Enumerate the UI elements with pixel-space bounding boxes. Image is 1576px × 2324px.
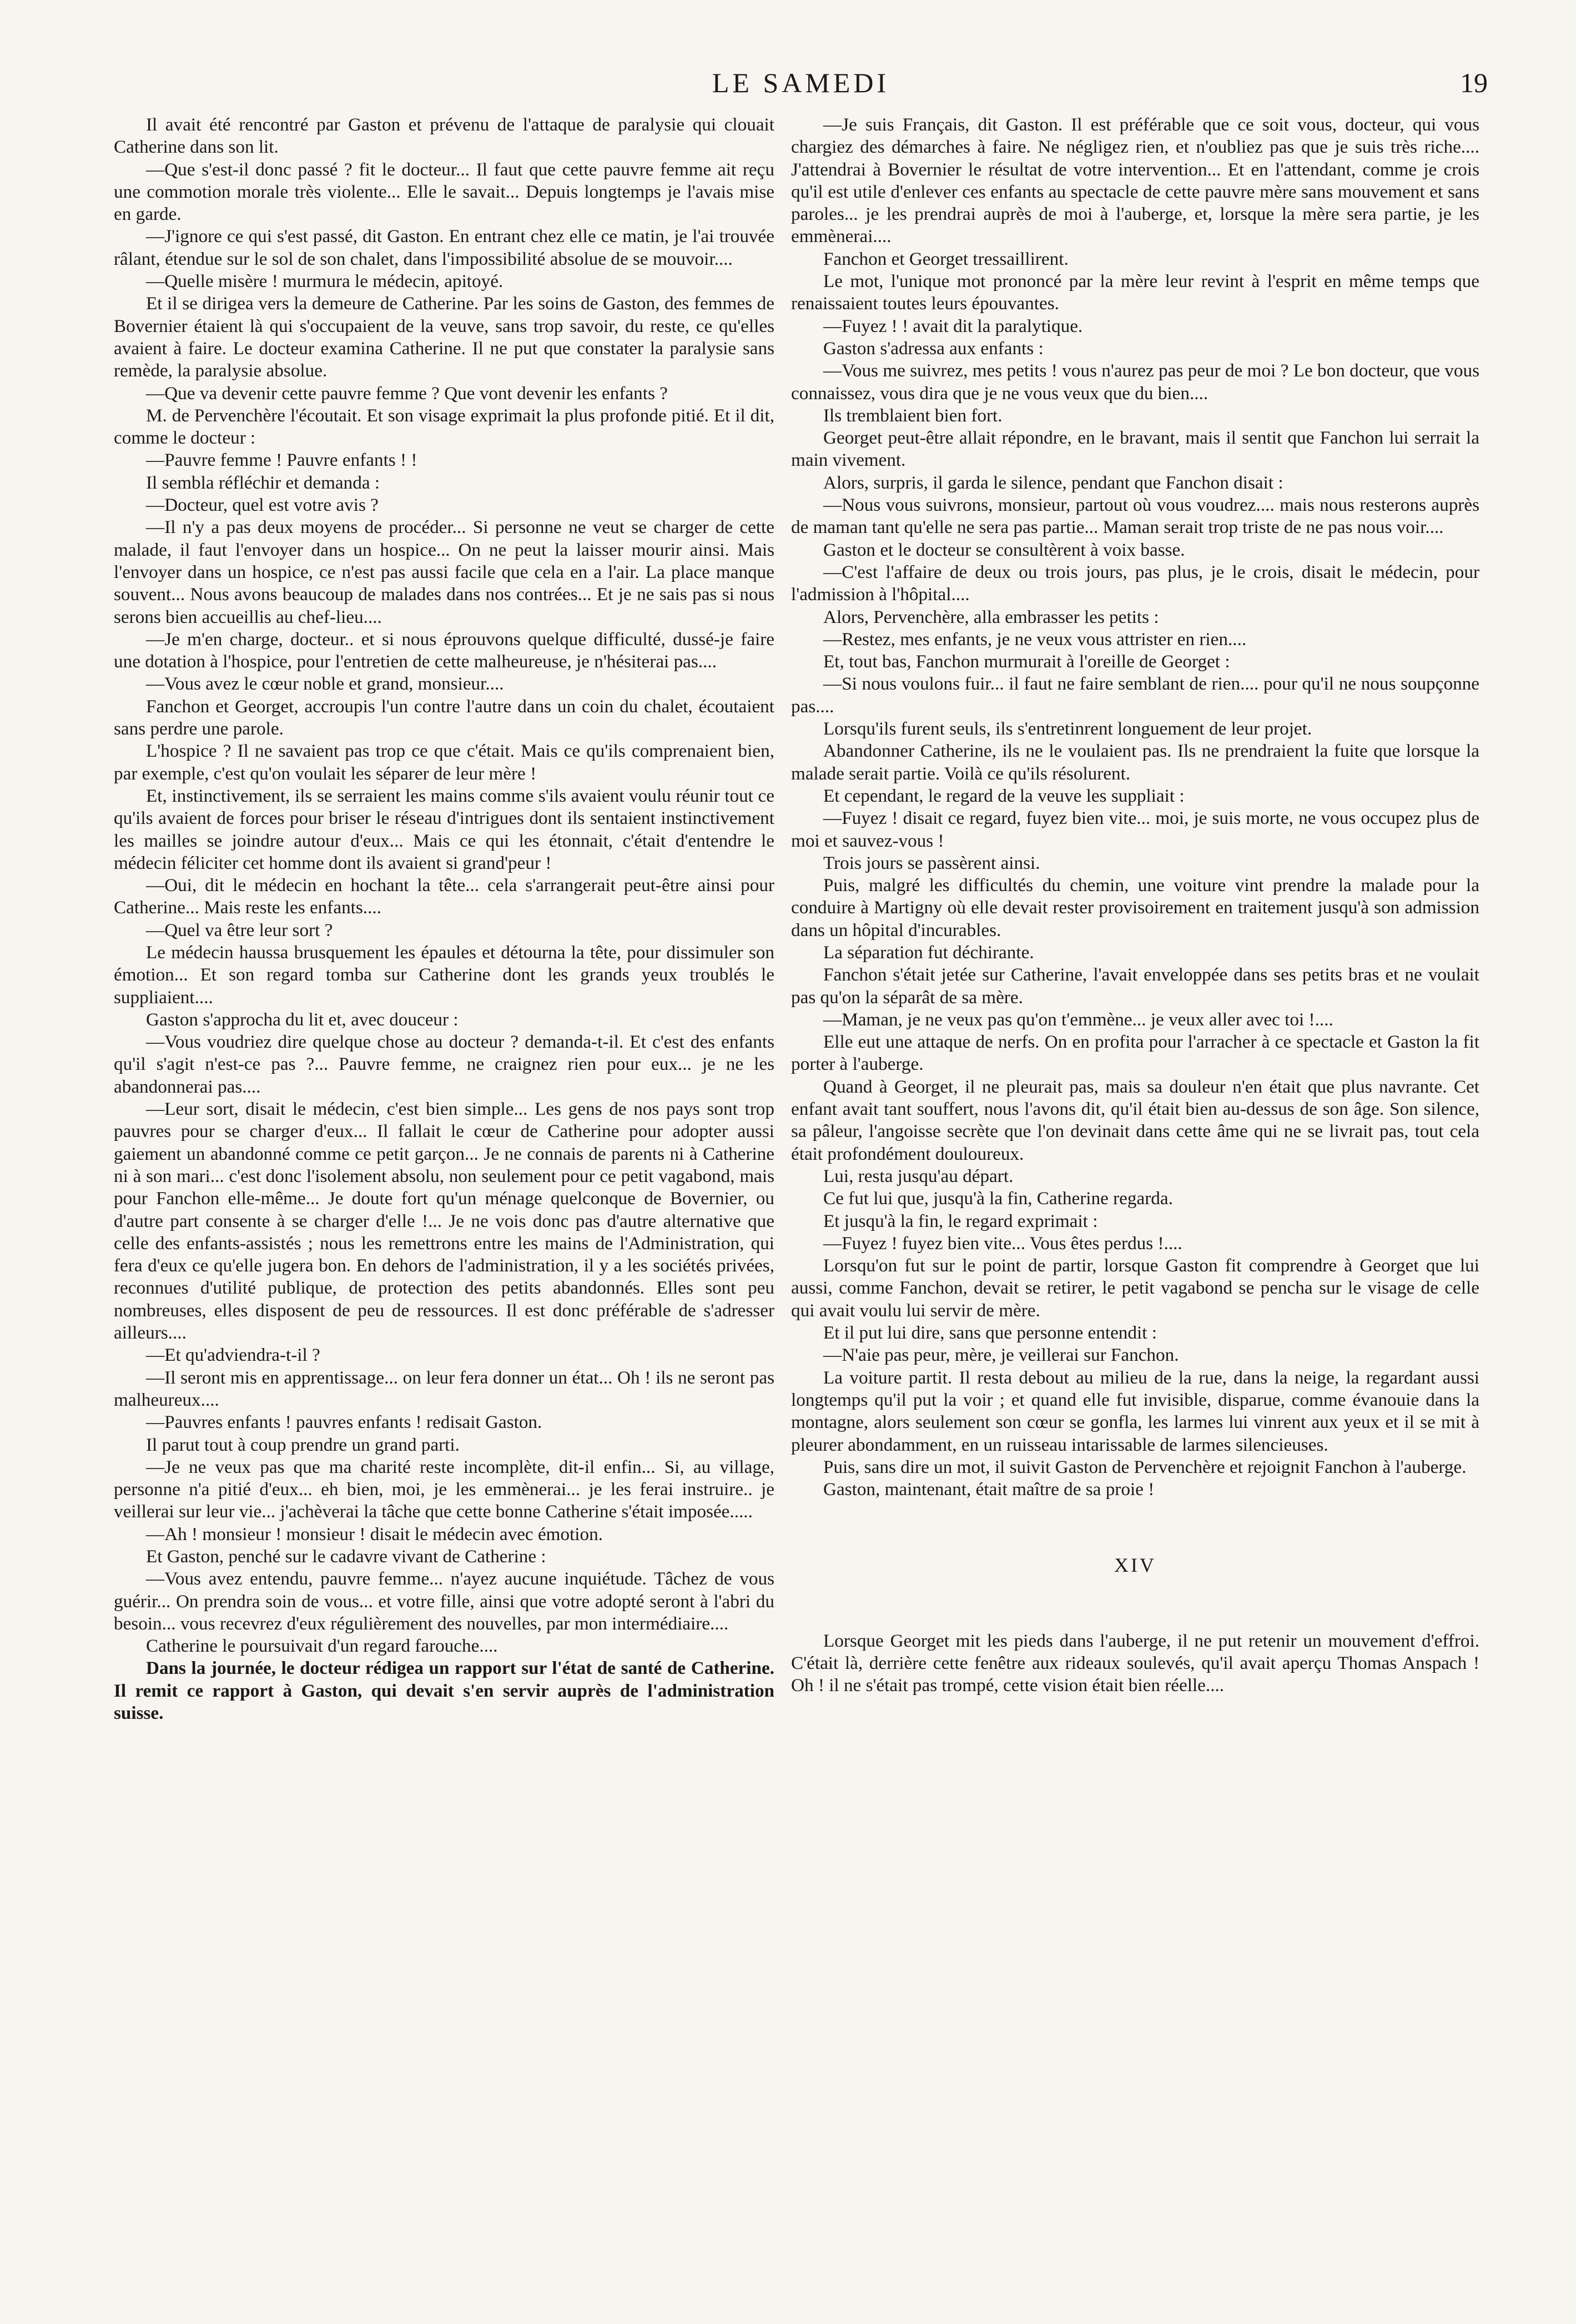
paragraph: —Que s'est-il donc passé ? fit le docteur... Il faut que cette pauvre femme ait reçu une commotion morale très violente... Elle le savait... Depuis longtemps je l'avais mise en garde. (114, 159, 774, 225)
paragraph: Fanchon s'était jetée sur Catherine, l'avait enveloppée dans ses petits bras et ne voulait pas qu'on la séparât de sa mère. (791, 964, 1479, 1008)
paragraph: Lorsque Georget mit les pieds dans l'auberge, il ne put retenir un mouvement d'effroi. C'était là, derrière cette fenêtre aux rideaux soulevés, qu'il avait aperçu Thomas Anspach ! Oh ! il ne s'était pas trompé, cette vision était bien réelle.... (791, 1630, 1479, 1696)
paragraph: Puis, malgré les difficultés du chemin, une voiture vint prendre la malade pour la conduire à Martigny où elle devait rester provisoirement en traitement jusqu'à son admission dans un hôpital d'incurables. (791, 875, 1479, 940)
paragraph: —Si nous voulons fuir... il faut ne faire semblant de rien.... pour qu'il ne nous soupçonne pas.... (791, 673, 1479, 717)
paragraph: M. de Pervenchère l'écoutait. Et son visage exprimait la plus profonde pitié. Et il dit, comme le docteur : (114, 405, 774, 449)
paragraph: Quand à Georget, il ne pleurait pas, mais sa douleur n'en était que plus navrante. Cet enfant avait tant souffert, nous l'avons dit, qu'il était bien au-dessus de son âge. Son silence, sa pâleur, l'angoisse secrète que l'on devinait dans cette âme qui ne se livrait pas, tout cela était profondément douloureux. (791, 1076, 1479, 1164)
page-number: 19 (1460, 67, 1488, 98)
paragraph: Et, instinctivement, ils se serraient les mains comme s'ils avaient voulu réunir tout ce qu'ils avaient de forces pour briser le réseau d'intrigues dont ils sentaient instinctivement les mailles se joindre autour d'eux... Mais ce qui les étonnait, c'était d'entendre le médecin féliciter cet homme dont ils avaient si grand'peur ! (114, 785, 774, 873)
paragraph: Et il put lui dire, sans que personne entendit : (823, 1322, 1157, 1344)
paragraph: Georget peut-être allait répondre, en le bravant, mais il sentit que Fanchon lui serrait la main vivement. (791, 427, 1479, 471)
paragraph: —Ah ! monsieur ! monsieur ! disait le médecin avec émotion. (146, 1523, 603, 1545)
paragraph: —Je ne veux pas que ma charité reste incomplète, dit-il enfin... Si, au village, personne n'a pitié d'eux... eh bien, moi, je les emmènerai... je les ferai instruire.. je veillerai sur leur vie... j'achèverai la tâche que cette bonne Catherine s'était imposée..... (114, 1456, 774, 1522)
paragraph: Lui, resta jusqu'au départ. (823, 1165, 1014, 1186)
paragraph: Dans la journée, le docteur rédigea un rapport sur l'état de santé de Catherine. Il remit ce rapport à Gaston, qui devait s'en servir auprès de l'administration suisse. (114, 1658, 774, 1724)
paragraph: —Fuyez ! fuyez bien vite... Vous êtes perdus !.... (823, 1233, 1182, 1254)
paragraph: —J'ignore ce qui s'est passé, dit Gaston. En entrant chez elle ce matin, je l'ai trouvée râlant, étendue sur le sol de son chalet, dans l'impossibilité absolue de se mouvoir.... (114, 226, 774, 269)
right-column (791, 114, 1479, 1697)
paragraph: —Quelle misère ! murmura le médecin, apitoyé. (146, 271, 503, 292)
paragraph: Il avait été rencontré par Gaston et prévenu de l'attaque de paralysie qui clouait Catherine dans son lit. (114, 114, 774, 158)
paragraph: —Quel va être leur sort ? (146, 919, 333, 940)
paragraph: —Vous avez entendu, pauvre femme... n'ayez aucune inquiétude. Tâchez de vous guérir... On prendra soin de vous... et votre fille, ainsi que votre adopté seront à l'abri du besoin... vous recevrez d'eux régulièrement des nouvelles, par mon intermédiaire.... (114, 1568, 774, 1634)
paragraph: Lorsqu'ils furent seuls, ils s'entretinrent longuement de leur projet. (823, 718, 1312, 740)
paragraph: Il sembla réfléchir et demanda : (146, 472, 380, 493)
paragraph: Gaston s'approcha du lit et, avec douceur : (146, 1009, 459, 1030)
paragraph: Puis, sans dire un mot, il suivit Gaston de Pervenchère et rejoignit Fanchon à l'auberge. (823, 1456, 1467, 1477)
paragraph: —Vous voudriez dire quelque chose au docteur ? demanda-t-il. Et c'est des enfants qu'il s'agit n'est-ce pas ?... Pauvre femme, ne craignez rien pour eux... je ne les abandonnerai pas.... (114, 1032, 774, 1097)
paragraph: Et il se dirigea vers la demeure de Catherine. Par les soins de Gaston, des femmes de Bovernier étaient là qui s'occupaient de la veuve, sans trop savoir, du reste, ce qu'elles avaient à faire. Le docteur examina Catherine. Il ne put que constater la paralysie sans remède, la paralysie absolue. (114, 293, 774, 381)
paragraph: —Fuyez ! ! avait dit la paralytique. (823, 315, 1083, 336)
paragraph: Et cependant, le regard de la veuve les suppliait : (823, 785, 1185, 806)
page-header (114, 67, 1488, 105)
paragraph: —Pauvres enfants ! pauvres enfants ! redisait Gaston. (146, 1412, 542, 1433)
paragraph: —Pauvre femme ! Pauvre enfants ! ! (146, 450, 417, 471)
paragraph: —C'est l'affaire de deux ou trois jours, pas plus, je le crois, disait le médecin, pour l'admission à l'hôpital.... (791, 561, 1479, 605)
paragraph: —Il n'y a pas deux moyens de procéder... Si personne ne veut se charger de cette malade, il faut l'envoyer dans un hospice... On ne peut la laisser mourir ainsi. Mais l'envoyer dans un hospice, ce n'est pas aussi facile que cela en a l'air. La place manque souvent... Nous avons beaucoup de malades dans nos contrées... Et je ne sais pas si nous serons bien accueillis au chef-lieu.... (114, 517, 774, 627)
paragraph: —Maman, je ne veux pas qu'on t'emmène... je veux aller avec toi !.... (823, 1009, 1333, 1030)
paragraph: Gaston s'adressa aux enfants : (823, 338, 1044, 359)
paragraph: —N'aie pas peur, mère, je veillerai sur Fanchon. (823, 1345, 1179, 1366)
paragraph: Et, tout bas, Fanchon murmurait à l'oreille de Georget : (823, 651, 1230, 672)
left-column (114, 114, 774, 1724)
paragraph: —Je suis Français, dit Gaston. Il est préférable que ce soit vous, docteur, qui vous chargiez des démarches à faire. Ne négligez rien, et n'oubliez pas que je suis très riche.... J'attendrai à Bovernier le résultat de votre intervention... Et en l'attendant, comme je crois qu'il est utile d'enlever ces enfants au spectacle de cette pauvre mère sans mouvement et sans paroles... je les prendrai auprès de moi à l'auberge, et, lorsque la mère sera partie, je les emmènerai.... (791, 114, 1479, 247)
paragraph: Alors, surpris, il garda le silence, pendant que Fanchon disait : (823, 472, 1283, 493)
paragraph: —Leur sort, disait le médecin, c'est bien simple... Les gens de nos pays sont trop pauvres pour se charger d'eux... Il fallait le cœur de Catherine pour adopter aussi gaiement un abandonné comme ce petit garçon... Je ne connais de parents ni à Catherine ni à son mari... c'est donc l'isolement absolu, non seulement pour ce petit vagabond, mais pour Fanchon elle-même... Je doute fort qu'un ménage quelconque de Bovernier, ou d'autre part consente à se charger d'elle !... Je ne vois donc pas d'autre alternative que celle des enfants-assistés ; nous les remettrons entre les mains de l'Administration, qui fera d'eux ce qu'elle jugera bon. En dehors de l'administration, il y a les sociétés privées, reconnues d'utilité publique, de protection des petits abandonnés. Elles sont peu nombreuses, elles disposent de peu de ressources. Il est donc préférable de s'adresser ailleurs.... (114, 1099, 774, 1344)
paragraph: —Vous avez le cœur noble et grand, monsieur.... (146, 673, 504, 695)
paragraph: La voiture partit. Il resta debout au milieu de la rue, dans la neige, la regardant aussi longtemps qu'il put la voir ; et quand elle fut invisible, disparue, comme évanouie dans la montagne, alors seulement son cœur se gonfla, les larmes lui vinrent aux yeux et il se mit à pleurer abondamment, en un ruisseau intarissable de larmes silencieuses. (791, 1367, 1479, 1455)
paragraph: —Nous vous suivrons, monsieur, partout où vous voudrez.... mais nous resterons auprès de maman tant qu'elle ne sera pas partie... Maman serait trop triste de ne pas nous voir.... (791, 495, 1479, 538)
paragraph: Ce fut lui que, jusqu'à la fin, Catherine regarda. (823, 1188, 1173, 1209)
paragraph: Il parut tout à coup prendre un grand parti. (146, 1434, 460, 1455)
paragraph: Abandonner Catherine, ils ne le voulaient pas. Ils ne prendraient la fuite que lorsque la malade serait partie. Voilà ce qu'ils résolurent. (791, 741, 1479, 784)
paragraph: —Fuyez ! disait ce regard, fuyez bien vite... moi, je suis morte, ne vous occupez plus de moi et sauvez-vous ! (791, 808, 1479, 851)
paragraph: Gaston, maintenant, était maître de sa proie ! (823, 1479, 1155, 1500)
paragraph: —Vous me suivrez, mes petits ! vous n'aurez pas peur de moi ? Le bon docteur, que vous connaissez, vous dira que je ne vous veux que du bien.... (791, 360, 1479, 404)
chapter-heading: XIV (1114, 1554, 1156, 1577)
publication-title: LE SAMEDI (712, 67, 890, 98)
paragraph: Ils tremblaient bien fort. (823, 405, 1003, 426)
paragraph: La séparation fut déchirante. (823, 942, 1034, 963)
paragraph: Gaston et le docteur se consultèrent à voix basse. (823, 539, 1185, 560)
paragraph: Le mot, l'unique mot prononcé par la mère leur revint à l'esprit en même temps que renaissaient toutes leurs épouvantes. (791, 271, 1479, 314)
paragraph: Et Gaston, penché sur le cadavre vivant de Catherine : (146, 1546, 546, 1567)
paragraph: —Il seront mis en apprentissage... on leur fera donner un état... Oh ! ils ne seront pas malheureux.... (114, 1367, 774, 1410)
paragraph: Fanchon et Georget tressaillirent. (823, 248, 1069, 269)
paragraph: Fanchon et Georget, accroupis l'un contre l'autre dans un coin du chalet, écoutaient sans perdre une parole. (114, 696, 774, 740)
paragraph: Et jusqu'à la fin, le regard exprimait : (823, 1210, 1098, 1231)
paragraph: —Docteur, quel est votre avis ? (146, 495, 379, 516)
paragraph: Lorsqu'on fut sur le point de partir, lorsque Gaston fit comprendre à Georget que lui aussi, comme Fanchon, devait se retirer, le petit vagabond se pencha sur le visage de celle qui avait voulu lui servir de mère. (791, 1255, 1479, 1321)
paragraph: Elle eut une attaque de nerfs. On en profita pour l'arracher à ce spectacle et Gaston la fit porter à l'auberge. (791, 1032, 1479, 1075)
paragraph: L'hospice ? Il ne savaient pas trop ce que c'était. Mais ce qu'ils comprenaient bien, par exemple, c'est qu'on voulait les séparer de leur mère ! (114, 741, 774, 784)
paragraph: Trois jours se passèrent ainsi. (823, 852, 1040, 873)
paragraph: —Oui, dit le médecin en hochant la tête... cela s'arrangerait peut-être ainsi pour Catherine... Mais reste les enfants.... (114, 875, 774, 918)
paragraph: —Et qu'adviendra-t-il ? (146, 1345, 320, 1366)
paragraph: —Restez, mes enfants, je ne veux vous attrister en rien.... (823, 628, 1247, 650)
paragraph: —Que va devenir cette pauvre femme ? Que vont devenir les enfants ? (146, 383, 668, 404)
paragraph: Le médecin haussa brusquement les épaules et détourna la tête, pour dissimuler son émotion... Et son regard tomba sur Catherine dont les grands yeux troublés le suppliaient.... (114, 942, 774, 1008)
paragraph: Alors, Pervenchère, alla embrasser les petits : (823, 606, 1159, 627)
paragraph: —Je m'en charge, docteur.. et si nous éprouvons quelque difficulté, dussé-je faire une dotation à l'hospice, pour l'entretien de cette malheureuse, je n'hésiterai pas.... (114, 628, 774, 672)
paragraph: Catherine le poursuivait d'un regard farouche.... (146, 1636, 498, 1657)
